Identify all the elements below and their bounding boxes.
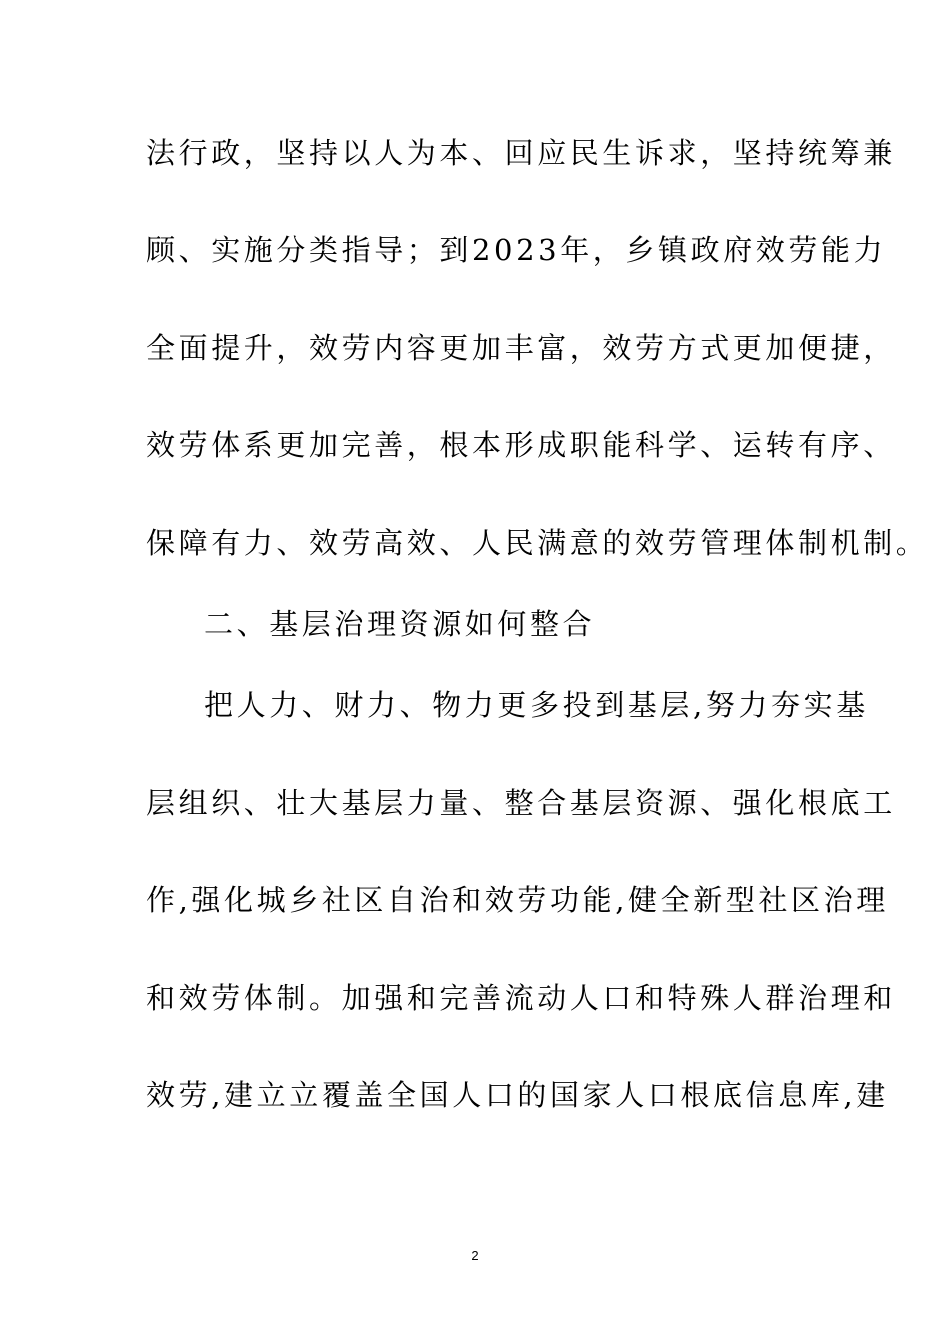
body-text-line: 效劳,建立立覆盖全国人口的国家人口根底信息库,建 <box>146 1078 889 1112</box>
section-heading: 二、基层治理资源如何整合 <box>204 607 596 641</box>
body-text-line: 层组织、壮大基层力量、整合基层资源、强化根底工 <box>146 786 896 820</box>
body-text-line: 和效劳体制。加强和完善流动人口和特殊人群治理和 <box>146 981 896 1015</box>
page-number: 2 <box>471 1248 479 1263</box>
body-text-line: 顾、实施分类指导；到2023年，乡镇政府效劳能力 <box>146 233 887 267</box>
body-text-line: 效劳体系更加完善，根本形成职能科学、运转有序、 <box>146 428 896 462</box>
body-text-line: 法行政，坚持以人为本、回应民生诉求，坚持统筹兼 <box>146 136 896 170</box>
body-text-line: 保障有力、效劳高效、人民满意的效劳管理体制机制。 <box>146 526 929 560</box>
body-text-line: 把人力、财力、物力更多投到基层,努力夯实基 <box>204 688 869 722</box>
body-text-line: 全面提升，效劳内容更加丰富，效劳方式更加便捷， <box>146 331 896 365</box>
body-text-line: 作,强化城乡社区自治和效劳功能,健全新型社区治理 <box>146 883 889 917</box>
